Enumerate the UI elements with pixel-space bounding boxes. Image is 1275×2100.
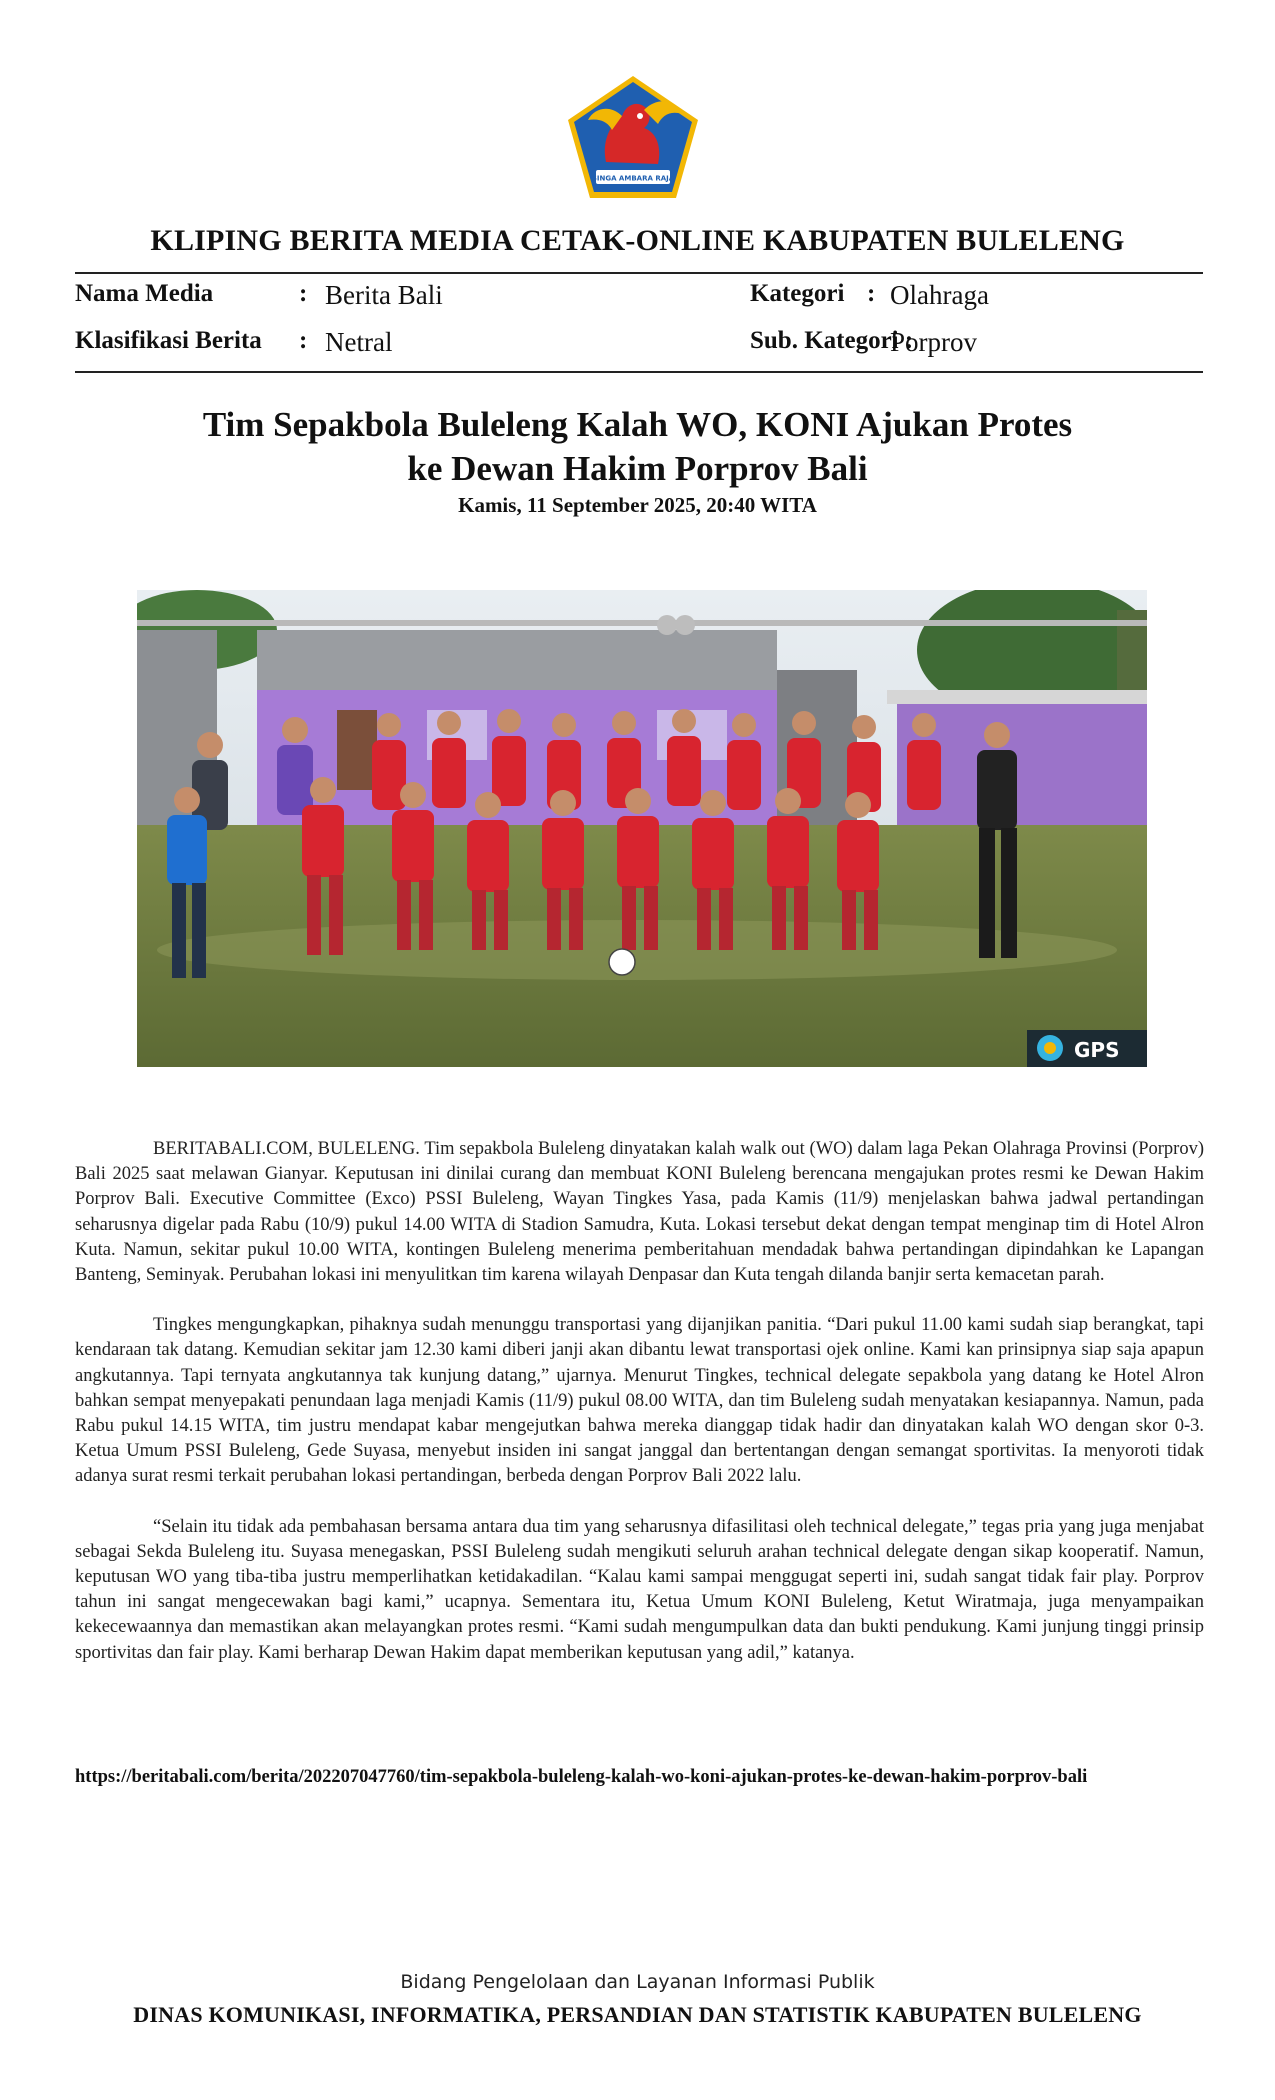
team-photo [137,590,1147,1067]
regency-logo [566,74,700,200]
source-url-link[interactable]: https://beritabali.com/berita/202207047760/tim-sepakbola-buleleng-kalah-wo-koni-ajukan-protes-ke-dewan-hakim-porprov-bali [75,1767,1088,1787]
headline-line-1: Tim Sepakbola Buleleng Kalah WO, KONI Ajukan Protes [202,405,1073,444]
sub-kategori-label: Sub. Kategori : [750,327,914,354]
article-paragraph-2: Tingkes mengungkapkan, pihaknya sudah menunggu transportasi yang dijanjikan panitia. “Dari pukul 11.00 kami sudah siap berangkat, tapi kendaraan tak datang. Kemudian sekitar jam 12.30 kami diberi janji akan dibantu lewat transportasi ojek online. Kami kan prinsipnya siap saja apapun angkutannya. Tapi ternyata angkutannya tak kunjung datang,” ujarnya. Menurut Tingkes, technical delegate sepakbola yang datang ke Hotel Alron bahkan sempat menyepakati penundaan laga menjadi Kamis (11/9) pukul 08.00 WITA, dan tim Buleleng sudah menyatakan kesiapannya. Namun, pada Rabu pukul 14.15 WITA, tim justru mendapat kabar mengejutkan bahwa mereka dianggap tidak hadir dan dinyatakan kalah WO dengan skor 0-3. Ketua Umum PSSI Buleleng, Gede Suyasa, menyebut insiden ini sangat janggal dan bertentangan dengan semangat sportivitas. Ia menyoroti tidak adanya surat resmi terkait perubahan lokasi pertandingan, berbeda dengan Porprov Bali 2022 lalu. [75,1315,1204,1487]
kategori-label: Kategori [750,280,845,307]
header-title: KLIPING BERITA MEDIA CETAK-ONLINE KABUPATEN BULELENG [150,224,1125,257]
top-divider [75,272,1203,274]
winged-lion-emblem-icon [566,74,700,200]
nama-media-label: Nama Media [75,280,214,307]
logo-caption: SINGA AMBARA RAJA [591,174,675,183]
meta-row-1 [75,280,1203,316]
headline-line-2: ke Dewan Hakim Porprov Bali [407,449,868,488]
kategori-colon: : [867,280,876,307]
article-body [75,1137,1204,1691]
klasifikasi-label: Klasifikasi Berita [75,327,262,354]
footer-agency: DINAS KOMUNIKASI, INFORMATIKA, PERSANDIAN DAN STATISTIK KABUPATEN BULELENG [133,2002,1142,2027]
nama-media-value: Berita Bali [325,280,443,310]
team-photo-illustration [137,590,1147,1067]
klasifikasi-colon: : [299,327,308,354]
sub-kategori-value: Porprov [890,327,977,357]
article-date: Kamis, 11 September 2025, 20:40 WITA [458,493,817,517]
meta-row-2 [75,327,1203,363]
article-headline [75,403,1200,491]
article-paragraph-1: BERITABALI.COM, BULELENG. Tim sepakbola Buleleng dinyatakan kalah walk out (WO) dalam laga Pekan Olahraga Provinsi (Porprov) Bali 2025 saat melawan Gianyar. Keputusan ini dinilai curang dan membuat KONI Buleleng berencana mengajukan protes resmi ke Dewan Hakim Porprov Bali. Executive Committee (Exco) PSSI Buleleng, Wayan Tingkes Yasa, pada Kamis (11/9) menjelaskan bahwa jadwal pertandingan seharusnya digelar pada Rabu (10/9) pukul 14.00 WITA di Stadion Samudra, Kuta. Lokasi tersebut dekat dengan tempat menginap tim di Hotel Alron Kuta. Namun, sekitar pukul 10.00 WITA, kontingen Buleleng menerima pemberitahuan mendadak bahwa pertandingan dipindahkan ke Lapangan Banteng, Seminyak. Perubahan lokasi ini menyulitkan tim karena wilayah Denpasar dan Kuta tengah dilanda banjir serta kemacetan parah. [75,1139,1204,1286]
kategori-value: Olahraga [890,280,989,310]
footer-department: Bidang Pengelolaan dan Layanan Informasi Publik [400,1971,875,1993]
article-paragraph-3: “Selain itu tidak ada pembahasan bersama antara dua tim yang seharusnya difasilitasi oleh technical delegate,” tegas pria yang juga menjabat sebagai Sekda Buleleng itu. Suyasa menegaskan, PSSI Buleleng sudah mengikuti seluruh arahan technical delegate dengan sikap kooperatif. Namun, keputusan WO yang tiba-tiba justru memperlihatkan ketidakadilan. “Kalau kami sampai menggugat seperti ini, sudah sangat tidak fair play. Porprov tahun ini sangat mengecewakan bagi kami,” ucapnya. Sementara itu, Ketua Umum KONI Buleleng, Ketut Wiratmaja, juga menyampaikan kekecewaannya dan memastikan akan melayangkan protes resmi. “Kami sudah mengumpulkan data dan bukti pendukung. Kami junjung tinggi prinsip sportivitas dan fair play. Kami berharap Dewan Hakim dapat memberikan keputusan yang adil,” katanya. [75,1516,1204,1663]
photo-gps-badge: GPS [1074,1038,1120,1062]
nama-media-colon: : [299,280,308,307]
klasifikasi-value: Netral [325,327,393,357]
bottom-divider [75,371,1203,373]
